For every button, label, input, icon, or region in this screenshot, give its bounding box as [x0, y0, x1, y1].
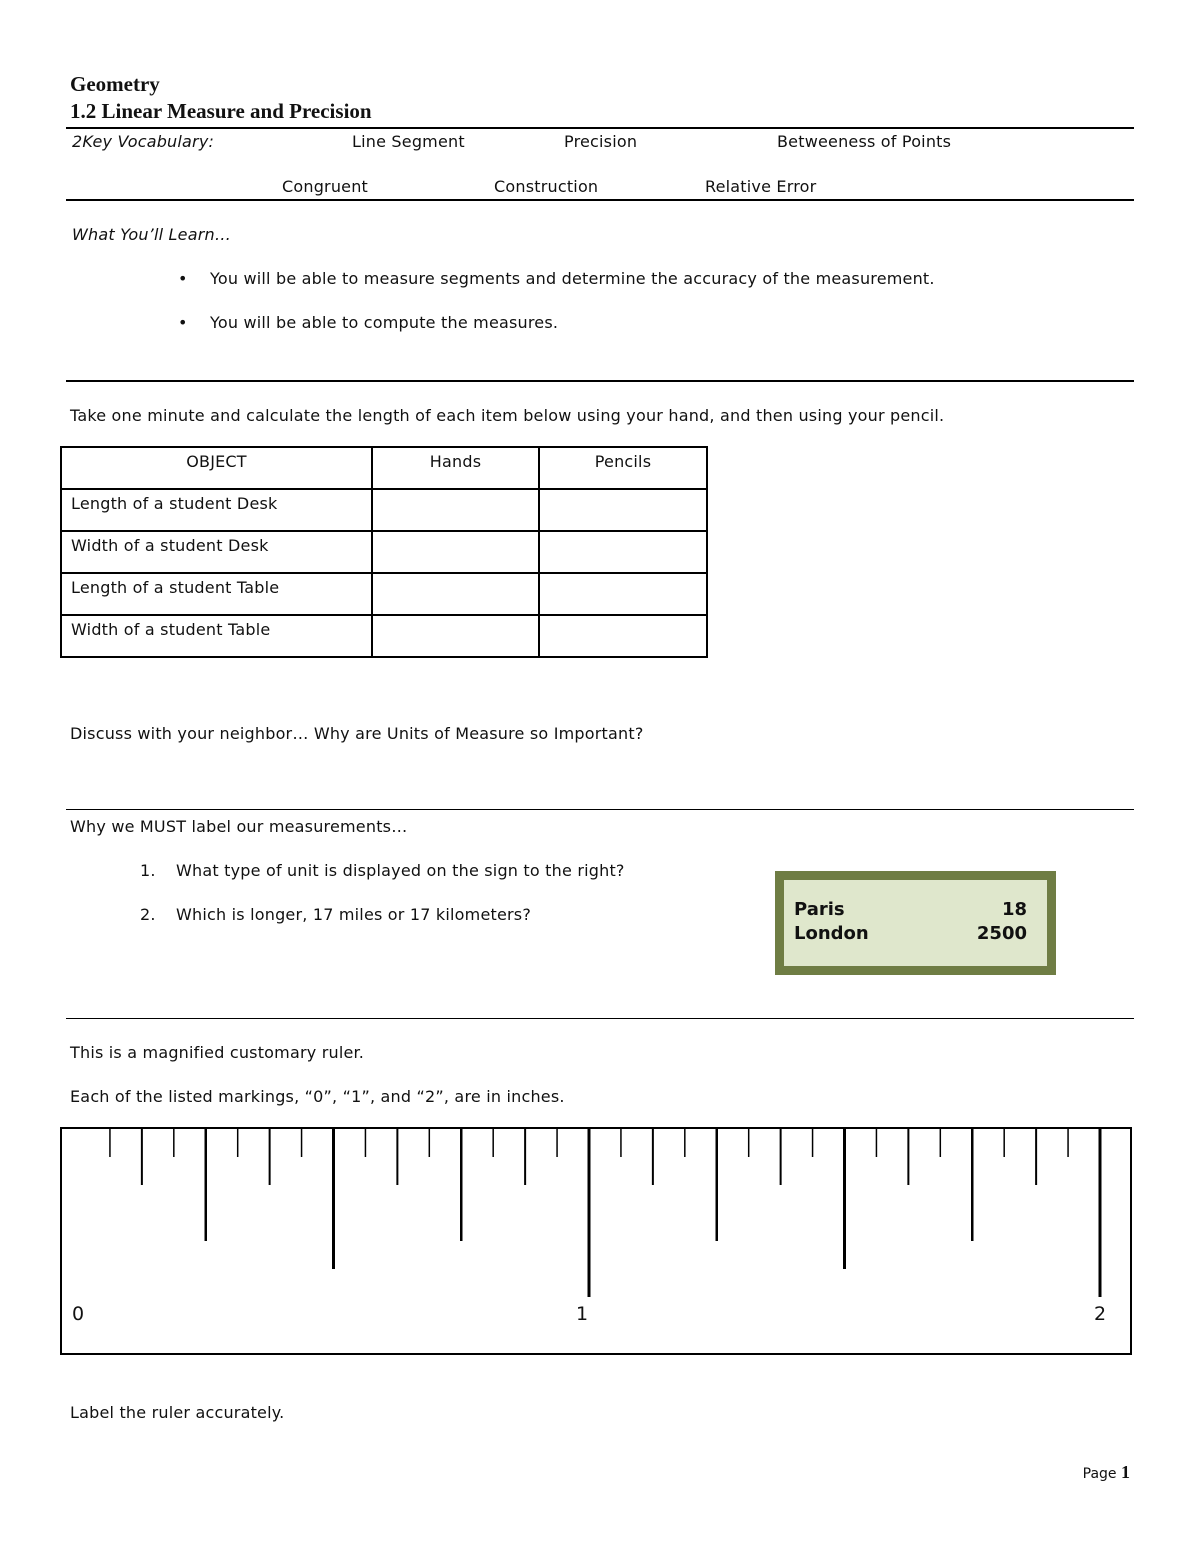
ruler-note: Each of the listed markings, “0”, “1”, and “2”, are in inches.	[70, 1087, 565, 1106]
object-cell: Width of a student Table	[61, 615, 372, 657]
units-heading: Why we MUST label our measurements…	[70, 817, 408, 836]
header-hands: Hands	[372, 447, 539, 489]
question-text: What type of unit is displayed on the sign to the right?	[176, 861, 625, 880]
page-number: 1	[1121, 1462, 1130, 1482]
ruler-diagram	[60, 1127, 1132, 1355]
bullet-icon: •	[178, 269, 188, 288]
header-rule	[66, 127, 1134, 129]
pencils-cell[interactable]	[539, 573, 707, 615]
hands-cell[interactable]	[372, 573, 539, 615]
learn-objective: You will be able to measure segments and determine the accuracy of the measurement.	[210, 269, 935, 288]
discussion-prompt: Discuss with your neighbor… Why are Units of Measure so Important?	[70, 724, 644, 743]
ruler-label-2: 2	[1094, 1303, 1107, 1325]
table-row	[61, 615, 707, 657]
table-header-row	[61, 447, 707, 489]
vocab-term: Relative Error	[705, 177, 817, 196]
ruler-label-0: 0	[72, 1303, 85, 1325]
bullet-icon: •	[178, 313, 188, 332]
sign-value: 2500	[976, 923, 1027, 944]
hands-cell[interactable]	[372, 489, 539, 531]
question-number: 2.	[140, 905, 156, 924]
pencils-cell[interactable]	[539, 615, 707, 657]
vocab-rule	[66, 199, 1134, 201]
section-rule	[66, 1018, 1134, 1019]
section-rule	[66, 380, 1134, 382]
ruler-intro: This is a magnified customary ruler.	[70, 1043, 365, 1062]
table-row	[61, 531, 707, 573]
course-title: Geometry	[70, 72, 160, 96]
vocab-term: Line Segment	[352, 132, 465, 151]
object-cell: Length of a student Desk	[61, 489, 372, 531]
sign-row	[794, 898, 1027, 922]
vocab-term: Construction	[494, 177, 599, 196]
learn-heading: What You’ll Learn…	[72, 225, 232, 244]
sign-value: 18	[1001, 899, 1027, 920]
table-row	[61, 489, 707, 531]
sign-row	[794, 922, 1027, 946]
hands-cell[interactable]	[372, 615, 539, 657]
vocab-term: Precision	[564, 132, 638, 151]
pencils-cell[interactable]	[539, 489, 707, 531]
object-cell: Width of a student Desk	[61, 531, 372, 573]
sign-city: Paris	[794, 899, 845, 920]
activity-instruction: Take one minute and calculate the length of each item below using your hand, and then using your pencil.	[70, 406, 945, 425]
header-pencils: Pencils	[539, 447, 707, 489]
sign-city: London	[794, 923, 869, 944]
question-text: Which is longer, 17 miles or 17 kilometers?	[176, 905, 532, 924]
learn-objective: You will be able to compute the measures.	[210, 313, 559, 332]
section-rule	[66, 809, 1134, 810]
ruler-label-1: 1	[576, 1303, 589, 1325]
page-footer	[1083, 1462, 1130, 1483]
hands-cell[interactable]	[372, 531, 539, 573]
vocab-term: Betweeness of Points	[777, 132, 952, 151]
ruler-instruction: Label the ruler accurately.	[70, 1403, 285, 1422]
lesson-title: 1.2 Linear Measure and Precision	[70, 99, 372, 123]
header-object: OBJECT	[61, 447, 372, 489]
distance-sign	[775, 871, 1056, 975]
question-number: 1.	[140, 861, 156, 880]
page-label: Page	[1082, 1466, 1117, 1482]
measurement-table	[60, 446, 708, 658]
vocab-term: Congruent	[282, 177, 369, 196]
object-cell: Length of a student Table	[61, 573, 372, 615]
pencils-cell[interactable]	[539, 531, 707, 573]
ruler-ticks	[62, 1129, 1130, 1353]
table-row	[61, 573, 707, 615]
vocab-label: 2Key Vocabulary:	[72, 132, 215, 151]
